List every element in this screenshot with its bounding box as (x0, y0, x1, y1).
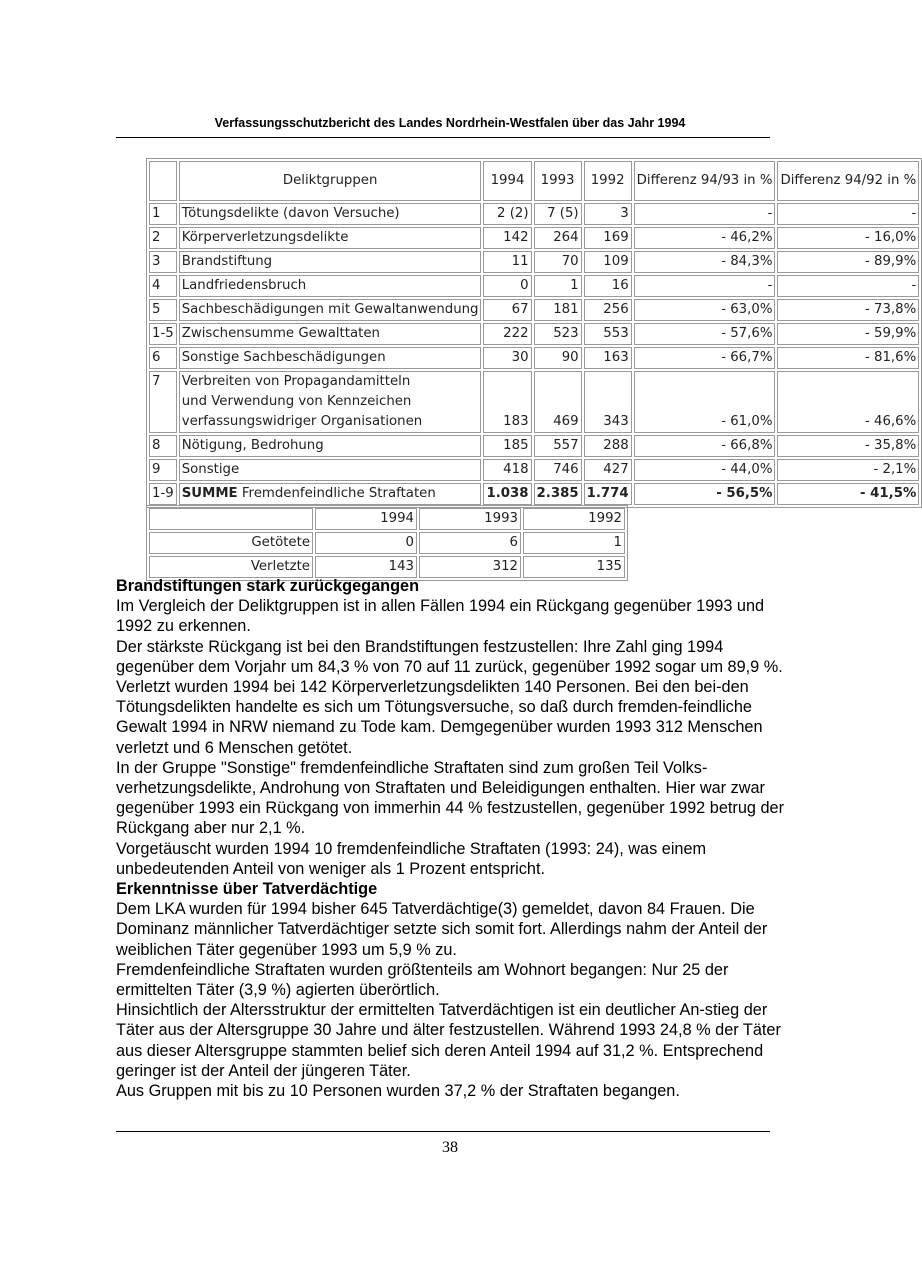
offense-group: Sonstige (179, 459, 482, 481)
value-cell: - 73,8% (777, 299, 919, 321)
column-header: 1992 (584, 161, 632, 201)
offense-group-rest: Fremdenfeindliche Straftaten (237, 486, 436, 501)
paragraph: Aus Gruppen mit bis zu 10 Personen wurden 37,2 % der Straftaten begangen. (116, 1082, 680, 1101)
value-cell: 222 (483, 323, 531, 345)
column-header: Differenz 94/92 in % (777, 161, 919, 201)
value-cell: 1.774 (584, 483, 632, 505)
row-number: 6 (149, 347, 177, 369)
victims-table (146, 505, 628, 581)
body-text (116, 576, 788, 1101)
running-header: Verfassungsschutzbericht des Landes Nordrhein-Westfalen über das Jahr 1994 (214, 116, 686, 130)
victims-value: 0 (315, 532, 417, 554)
row-number: 1-5 (149, 323, 177, 345)
table-row (149, 371, 919, 433)
value-cell: - 16,0% (777, 227, 919, 249)
value-cell: 2.385 (534, 483, 582, 505)
paragraph: In der Gruppe "Sonstige" fremdenfeindliche Straftaten sind zum großen Teil Volks-verhetzungsdelikte, Androhung von Straftaten und Beleidigungen enthalten. Hier war zwar gegenüber 1993 ein Rückgang von immerhin 44 % festzustellen, gegenüber 1992 betrug der Rückgang aber nur 2,1 %. (116, 758, 784, 838)
offense-group: Körperverletzungsdelikte (179, 227, 482, 249)
value-cell: - 2,1% (777, 459, 919, 481)
year-header: 1993 (419, 508, 521, 530)
value-cell: - (777, 275, 919, 297)
table-row (149, 275, 919, 297)
value-cell: 11 (483, 251, 531, 273)
table-row (149, 459, 919, 481)
row-number: 3 (149, 251, 177, 273)
value-cell: 142 (483, 227, 531, 249)
value-cell: - 35,8% (777, 435, 919, 457)
offense-group-line: verfassungswidriger Organisationen (181, 414, 423, 429)
paragraph: Hinsichtlich der Altersstruktur der ermittelten Tatverdächtigen ist ein deutlicher An-stieg der Täter aus der Altersgruppe 30 Jahre und älter festzustellen. Während 1993 24,8 % der Täter aus dieser Altersgruppe stammten belief sich deren Anteil 1994 auf 31,2 %. Entsprechend geringer ist der Anteil der jüngeren Täter. (116, 1001, 781, 1080)
value-cell: - (777, 203, 919, 225)
value-cell: - 44,0% (634, 459, 776, 481)
column-header: 1994 (483, 161, 531, 201)
year-header: 1992 (523, 508, 625, 530)
value-cell: - 46,2% (634, 227, 776, 249)
value-cell: 469 (534, 371, 582, 433)
section-heading: Erkenntnisse über Tatverdächtige (116, 880, 378, 899)
victims-value: 135 (523, 556, 625, 578)
victims-row-label: Getötete (149, 532, 313, 554)
value-cell: - (634, 275, 776, 297)
value-cell: - 66,7% (634, 347, 776, 369)
offense-group: Landfriedensbruch (179, 275, 482, 297)
victims-value: 6 (419, 532, 521, 554)
value-cell: 746 (534, 459, 582, 481)
table-row (149, 227, 919, 249)
value-cell: - 56,5% (634, 483, 776, 505)
value-cell: 2 (2) (483, 203, 531, 225)
value-cell: 16 (584, 275, 632, 297)
value-cell: 557 (534, 435, 582, 457)
year-header: 1994 (315, 508, 417, 530)
value-cell: 427 (584, 459, 632, 481)
paragraph: Fremdenfeindliche Straftaten wurden größtenteils am Wohnort begangen: Nur 25 der ermittelten Täter (3,9 %) agierten überörtlich. (116, 960, 729, 1000)
paragraph: Verletzt wurden 1994 bei 142 Körperverletzungsdelikten 140 Personen. Bei den bei-den Tötungsdelikten handelte es sich um Tötungsversuche, so daß durch fremden-feindliche Gewalt 1994 in NRW niemand zu Tode kam. Demgegenüber wurden 1993 312 Menschen verletzt und 6 Menschen getötet. (116, 678, 763, 757)
offense-group (179, 371, 482, 433)
value-cell: 523 (534, 323, 582, 345)
value-cell: 1 (534, 275, 582, 297)
paragraph: Der stärkste Rückgang ist bei den Brandstiftungen festzustellen: Ihre Zahl ging 1994 gegenüber dem Vorjahr um 84,3 % von 70 auf 11 zurück, gegenüber 1992 sogar um 89,9 %. (116, 637, 783, 676)
table-row (149, 203, 919, 225)
value-cell: 3 (584, 203, 632, 225)
header-rule (116, 137, 770, 138)
value-cell: - 59,9% (777, 323, 919, 345)
offense-group-bold: SUMME (181, 486, 238, 501)
value-cell: 256 (584, 299, 632, 321)
page-number: 38 (442, 1139, 458, 1156)
value-cell: - 61,0% (634, 371, 776, 433)
value-cell: 181 (534, 299, 582, 321)
value-cell: 185 (483, 435, 531, 457)
victims-row-label: Verletzte (149, 556, 313, 578)
value-cell: - 84,3% (634, 251, 776, 273)
value-cell: 553 (584, 323, 632, 345)
column-header: 1993 (534, 161, 582, 201)
victims-value: 143 (315, 556, 417, 578)
value-cell: 163 (584, 347, 632, 369)
row-number: 1 (149, 203, 177, 225)
offense-group: Sonstige Sachbeschädigungen (179, 347, 482, 369)
offense-group: Brandstiftung (179, 251, 482, 273)
row-number: 2 (149, 227, 177, 249)
offense-group-line: und Verwendung von Kennzeichen (181, 394, 412, 409)
victims-header-row (149, 508, 625, 530)
value-cell: 0 (483, 275, 531, 297)
row-number: 4 (149, 275, 177, 297)
value-cell: - 57,6% (634, 323, 776, 345)
table-row (149, 483, 919, 505)
value-cell: 7 (5) (534, 203, 582, 225)
paragraph: Im Vergleich der Deliktgruppen ist in allen Fällen 1994 ein Rückgang gegenüber 1993 und 1992 zu erkennen. (116, 597, 765, 636)
value-cell: 169 (584, 227, 632, 249)
value-cell: 70 (534, 251, 582, 273)
value-cell: 343 (584, 371, 632, 433)
offense-group: Nötigung, Bedrohung (179, 435, 482, 457)
value-cell: 288 (584, 435, 632, 457)
value-cell: 30 (483, 347, 531, 369)
section-heading: Brandstiftungen stark zurückgegangen (116, 577, 420, 595)
paragraph: Vorgetäuscht wurden 1994 10 fremdenfeindliche Straftaten (1993: 24), was einem unbedeutenden Anteil von weniger als 1 Prozent entspricht. (116, 839, 707, 878)
offense-group: Tötungsdelikte (davon Versuche) (179, 203, 482, 225)
value-cell: 418 (483, 459, 531, 481)
value-cell: - 41,5% (777, 483, 919, 505)
value-cell: 109 (584, 251, 632, 273)
offense-group (179, 483, 482, 505)
value-cell: - 46,6% (777, 371, 919, 433)
offense-group: Zwischensumme Gewalttaten (179, 323, 482, 345)
value-cell: 183 (483, 371, 531, 433)
header-cell-nr (149, 161, 177, 201)
paragraph: Dem LKA wurden für 1994 bisher 645 Tatverdächtige(3) gemeldet, davon 84 Frauen. Die Dominanz männlicher Tatverdächtiger setzte sich somit fort. Allerdings nahm der Anteil der weiblichen Täter gegenüber 1993 um 5,9 % zu. (116, 900, 768, 959)
table-row (149, 435, 919, 457)
table-row (149, 299, 919, 321)
footer-rule (116, 1131, 770, 1132)
victims-value: 1 (523, 532, 625, 554)
value-cell: - 81,6% (777, 347, 919, 369)
value-cell: - 63,0% (634, 299, 776, 321)
table-row (149, 347, 919, 369)
value-cell: 1.038 (483, 483, 531, 505)
table-row (149, 323, 919, 345)
row-number: 8 (149, 435, 177, 457)
victims-row (149, 556, 625, 578)
row-number: 1-9 (149, 483, 177, 505)
column-header: Deliktgruppen (179, 161, 482, 201)
value-cell: 264 (534, 227, 582, 249)
value-cell: - (634, 203, 776, 225)
value-cell: - 66,8% (634, 435, 776, 457)
offense-statistics-table (146, 158, 922, 508)
value-cell: 90 (534, 347, 582, 369)
row-number: 9 (149, 459, 177, 481)
offense-group-line: Verbreiten von Propagandamitteln (181, 374, 411, 389)
victims-row (149, 532, 625, 554)
empty-corner-cell (149, 508, 313, 530)
offense-group: Sachbeschädigungen mit Gewaltanwendung (179, 299, 482, 321)
victims-value: 312 (419, 556, 521, 578)
row-number: 7 (149, 371, 177, 433)
table-row (149, 251, 919, 273)
table-header-row (149, 161, 919, 201)
value-cell: 67 (483, 299, 531, 321)
value-cell: - 89,9% (777, 251, 919, 273)
row-number: 5 (149, 299, 177, 321)
column-header: Differenz 94/93 in % (634, 161, 776, 201)
